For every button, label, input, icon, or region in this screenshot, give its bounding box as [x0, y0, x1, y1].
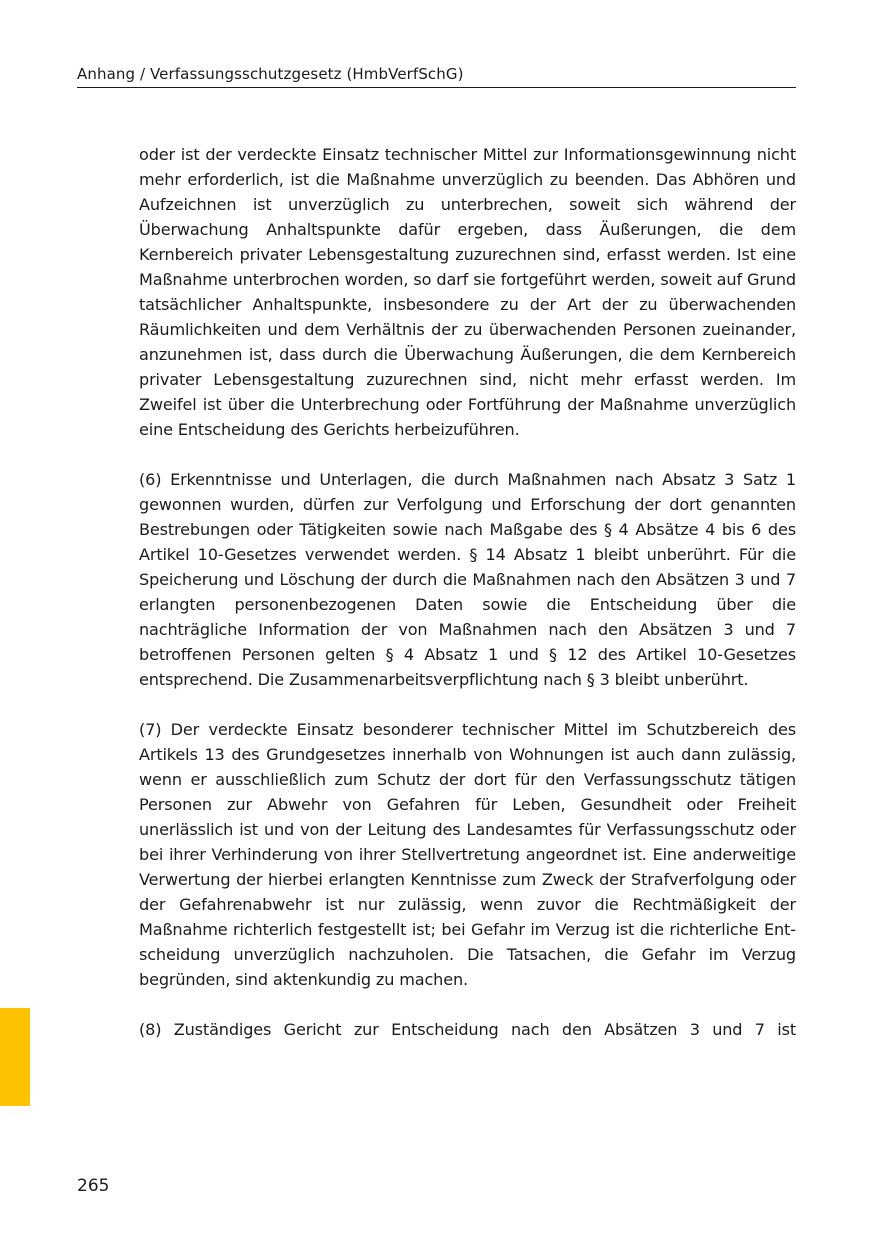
paragraph-7: (7) Der verdeckte Einsatz besonderer technischer Mittel im Schutzbereich des Artikels 13 des Grundgesetzes innerhalb von Wohnungen ist auch dann zulässig, wenn er ausschließlich zum Schutz der dort für den Verfassungsschutz tätigen Personen zur Abwehr von Gefahren für Leben, Gesundheit oder Freiheit unerlässlich ist und von der Leitung des Landesamtes für Verfassungsschutz oder bei ihrer Verhinderung von ihrer Stellvertretung angeordnet ist. Eine anderweitige Verwertung der hierbei erlangten Kenntnisse zum Zweck der Strafverfolgung oder der Gefahrenabwehr ist nur zulässig, wenn zuvor die Rechtmäßigkeit der Maßnahme richterlich festgestellt ist; bei Gefahr im Verzug ist die richterliche Entscheidung unverzüglich nachzuholen. Die Tatsachen, die Gefahr im Verzug begründen, sind aktenkundig zu machen.	[139, 720, 796, 989]
paragraph-5-continued: oder ist der verdeckte Einsatz technischer Mittel zur Informationsgewinnung nicht mehr erforderlich, ist die Maßnahme unverzüglich zu beenden. Das Abhören und Aufzeichnen ist unverzüglich zu unterbrechen, soweit sich während der Überwachung Anhaltspunkte dafür ergeben, dass Äußerungen, die dem Kernbereich privater Lebensgestaltung zuzurechnen sind, erfasst werden. Ist eine Maßnahme unterbrochen worden, so darf sie fortgeführt werden, soweit auf Grund tatsächlicher Anhaltspunkte, insbesondere zu der Art der zu überwachenden Räumlichkeiten und dem Verhältnis der zu überwachenden Personen zueinander, anzunehmen ist, dass durch die Überwachung Äußerungen, die dem Kernbereich privater Lebensgestaltung zuzurechnen sind, nicht mehr erfasst werden. Im Zweifel ist über die Unterbrechung oder Fortführung der Maßnahme unverzüglich eine Entscheidung des Gerichts herbeizuführen.	[139, 145, 796, 439]
paragraph-6: (6) Erkenntnisse und Unterlagen, die durch Maßnahmen nach Absatz 3 Satz 1 gewonnen wurden, dürfen zur Verfolgung und Erforschung der dort genannten Bestrebungen oder Tätigkeiten sowie nach Maßgabe des § 4 Absätze 4 bis 6 des Artikel 10-Gesetzes verwendet werden. § 14 Absatz 1 bleibt unberührt. Für die Speicherung und Löschung der durch die Maßnahmen nach den Absätzen 3 und 7 erlangten personenbezogenen Daten sowie die Entscheidung über die nachträgliche Information der von Maßnahmen nach den Absätzen 3 und 7 betroffenen Personen gelten § 4 Absatz 1 und § 12 des Artikel 10-Gesetzes entsprechend. Die Zusammenarbeitsverpflichtung nach § 3 bleibt unberührt.	[139, 470, 796, 689]
paragraph-8: (8) Zuständiges Gericht zur Entscheidung nach den Absätzen 3 und 7 ist	[139, 1020, 796, 1039]
page-number: 265	[77, 1176, 110, 1196]
running-header: Anhang / Verfassungsschutzgesetz (HmbVerfSchG)	[77, 64, 796, 88]
body-text	[139, 142, 796, 1067]
chapter-thumb-tab	[0, 1008, 30, 1106]
